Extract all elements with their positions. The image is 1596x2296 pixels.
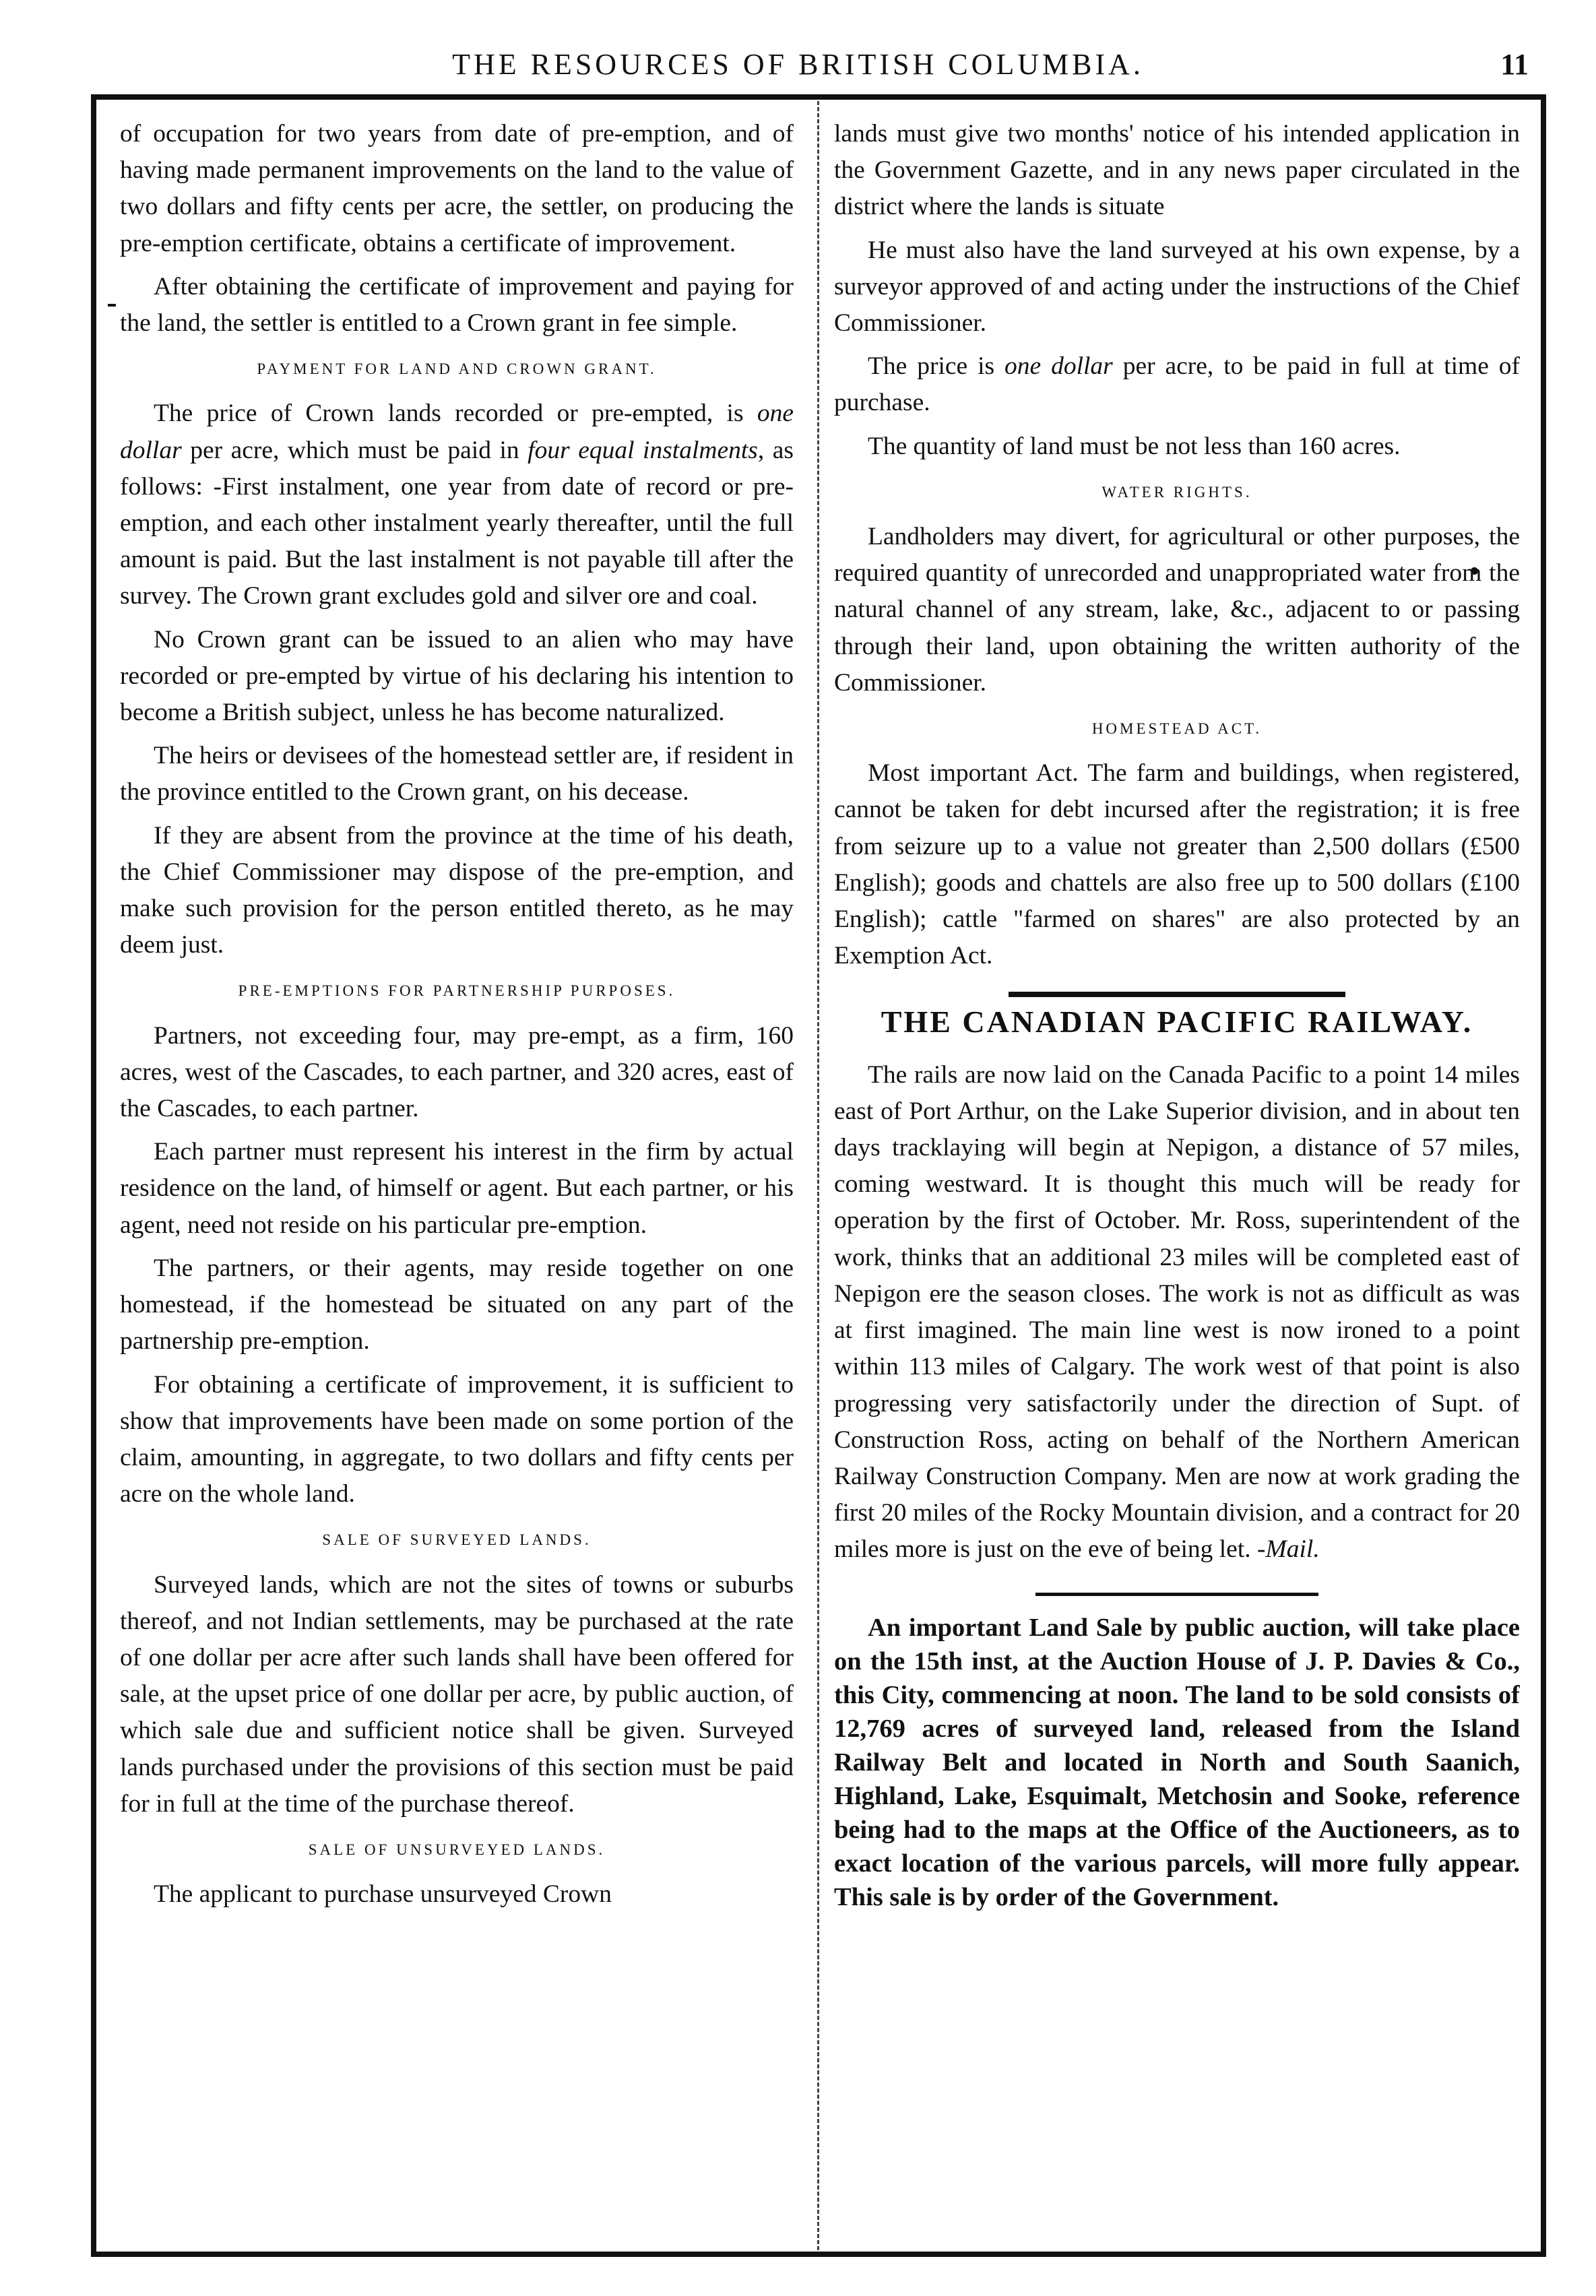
section-heading-unsurveyed: SALE OF UNSURVEYED LANDS. xyxy=(308,1841,606,1858)
text-run: , as follows: -First instalment, one year from date of record or pre-emption, and each other instalment yearly thereafter, until the full amount is paid. But the last instalment is not payable till after the survey. The Crown grant excludes gold and silver ore and coal. xyxy=(120,436,794,610)
section-heading-water: WATER RIGHTS. xyxy=(1102,483,1252,501)
paragraph: The applicant to purchase unsurveyed Crown xyxy=(154,1880,612,1909)
page-number: 11 xyxy=(1500,48,1529,81)
paragraph: Each partner must represent his interest in the firm by actual residence on the land, of himself or agent. But each partner, or his agent, need not reside on his particular pre-emption. xyxy=(120,1138,794,1239)
section-rule xyxy=(1035,1593,1318,1596)
running-title: THE RESOURCES OF BRITISH COLUMBIA. xyxy=(452,48,1144,81)
paragraph: of occupation for two years from date of pre-emption, and of having made permanent improvements on the land to the value of two dollars and fifty cents per acre, the settler, on producing the pre-emption certificate, obtains a certificate of improvement. xyxy=(120,120,794,257)
paragraph: If they are absent from the province at the time of his death, the Chief Commissioner may dispose of the pre-emption, and make such provision for the person entitled thereto, as he may deem just. xyxy=(120,821,794,959)
paragraph: The heirs or devisees of the homestead settler are, if resident in the province entitled to the Crown grant, on his decease. xyxy=(120,742,794,806)
paragraph xyxy=(120,395,794,614)
italic-run: -Mail. xyxy=(1257,1535,1320,1564)
paragraph: No Crown grant can be issued to an alien who may have recorded or pre-empted by virtue of his declaring his intention to become a British subject, unless he has become naturalized. xyxy=(120,625,794,727)
italic-run: four equal instalments xyxy=(528,436,758,464)
paragraph xyxy=(834,1057,1520,1568)
left-column xyxy=(120,116,794,2245)
title-rule-thick xyxy=(1009,992,1345,997)
paragraph: Surveyed lands, which are not the sites of towns or suburbs thereof, and not Indian settlements, may be purchased at the rate of one dollar per acre after such lands shall have been offered for sale, at the upset price of one dollar per acre, by public auction, of which sale due and sufficient notice shall be given. Surveyed lands purchased under the provisions of this section must be paid for in full at the time of the purchase thereof. xyxy=(120,1570,794,1818)
text-run: The price of Crown lands recorded or pre-empted, is xyxy=(154,400,757,428)
section-heading-payment: PAYMENT FOR LAND AND CROWN GRANT. xyxy=(257,360,657,378)
paragraph: Most important Act. The farm and buildings, when registered, cannot be taken for debt incursed after the registration; it is free from seizure up to a value not greater than 2,500 dollars (£500 English); goods and chattels are also free up to 500 dollars (£100 English); cattle "farmed on shares" are also protected by an Exemption Act. xyxy=(834,759,1520,970)
paragraph: lands must give two months' notice of his intended application in the Government Gazette, and in any news paper circulated in the district where the lands is situate xyxy=(834,120,1520,221)
section-heading-partnership: PRE-EMPTIONS FOR PARTNERSHIP PURPOSES. xyxy=(238,982,676,1000)
paragraph: After obtaining the certificate of improvement and paying for the land, the settler is entitled to a Crown grant in fee simple. xyxy=(120,272,794,338)
paragraph: For obtaining a certificate of improvement, it is sufficient to show that improvements have been made on some portion of the claim, amounting, in aggregate, to two dollars and fifty cents per acre on the whole land. xyxy=(120,1370,794,1508)
ink-dash-mark xyxy=(108,304,116,307)
paragraph xyxy=(834,348,1520,421)
text-run: The rails are now laid on the Canada Pacific to a point 14 miles east of Port Arthur, on the Lake Superior division, and in about ten days tracklaying will begin at Nepigon, a distance of 57 miles, coming westward. It is thought this much will be ready for operation by the first of October. Mr. Ross, superintendent of the work, thinks that an additional 23 miles will be completed east of Nepigon ere the season closes. The work is not as difficult as was at first imagined. The main line west is now ironed to a point within 113 miles of Calgary. The work west of that point is also progressing very satisfactorily under the direction of Supt. of Construction Ross, acting on behalf of the Northern American Railway Construction Company. Men are now at work grading the first 20 miles of the Rocky Mountain division, and a contract for 20 miles more is just on the eve of being let. xyxy=(834,1060,1520,1564)
italic-run: one dollar xyxy=(120,400,794,464)
section-heading-homestead: HOMESTEAD ACT. xyxy=(1091,720,1263,738)
paragraph: He must also have the land surveyed at his own expense, by a surveyor approved of and acting under the instructions of the Chief Commissioner. xyxy=(834,236,1520,338)
text-run: per acre, which must be paid in xyxy=(181,436,528,464)
railway-title: THE CANADIAN PACIFIC RAILWAY. xyxy=(881,1004,1473,1040)
paragraph: Landholders may divert, for agricultural or other purposes, the required quantity of unrecorded and unappropriated water from the natural channel of any stream, lake, &c., adjacent to or passing through their land, upon obtaining the written authority of the Commissioner. xyxy=(834,523,1520,697)
paragraph: The quantity of land must be not less than 160 acres. xyxy=(868,432,1401,460)
running-header xyxy=(0,47,1596,94)
text-run: per acre, to be paid in full at time of purchase. xyxy=(834,352,1520,417)
column-divider xyxy=(817,101,819,2250)
section-heading-surveyed: SALE OF SURVEYED LANDS. xyxy=(322,1531,592,1549)
land-sale-notice: An important Land Sale by public auction, will take place on the 15th inst, at the Auction House of J. P. Davies & Co., this City, commencing at noon. The land to be sold consists of 12,769 acres of surveyed land, released from the Island Railway Belt and located in North and South Saanich, Highland, Lake, Esquimalt, Metchosin and Sooke, reference being had to the maps at the Office of the Auctioneers, as to exact location of the various parcels, will more fully appear. This sale is by order of the Government. xyxy=(834,1613,1520,1911)
italic-run: one dollar xyxy=(1004,352,1113,381)
text-run: The price is xyxy=(868,352,1005,381)
paragraph: Partners, not exceeding four, may pre-empt, as a firm, 160 acres, west of the Cascades, to each partner, and 320 acres, east of the Cascades, to each partner. xyxy=(120,1021,794,1123)
paragraph: The partners, or their agents, may reside together on one homestead, if the homestead be situated on any part of the partnership pre-emption. xyxy=(120,1254,794,1356)
right-column xyxy=(834,116,1520,2245)
